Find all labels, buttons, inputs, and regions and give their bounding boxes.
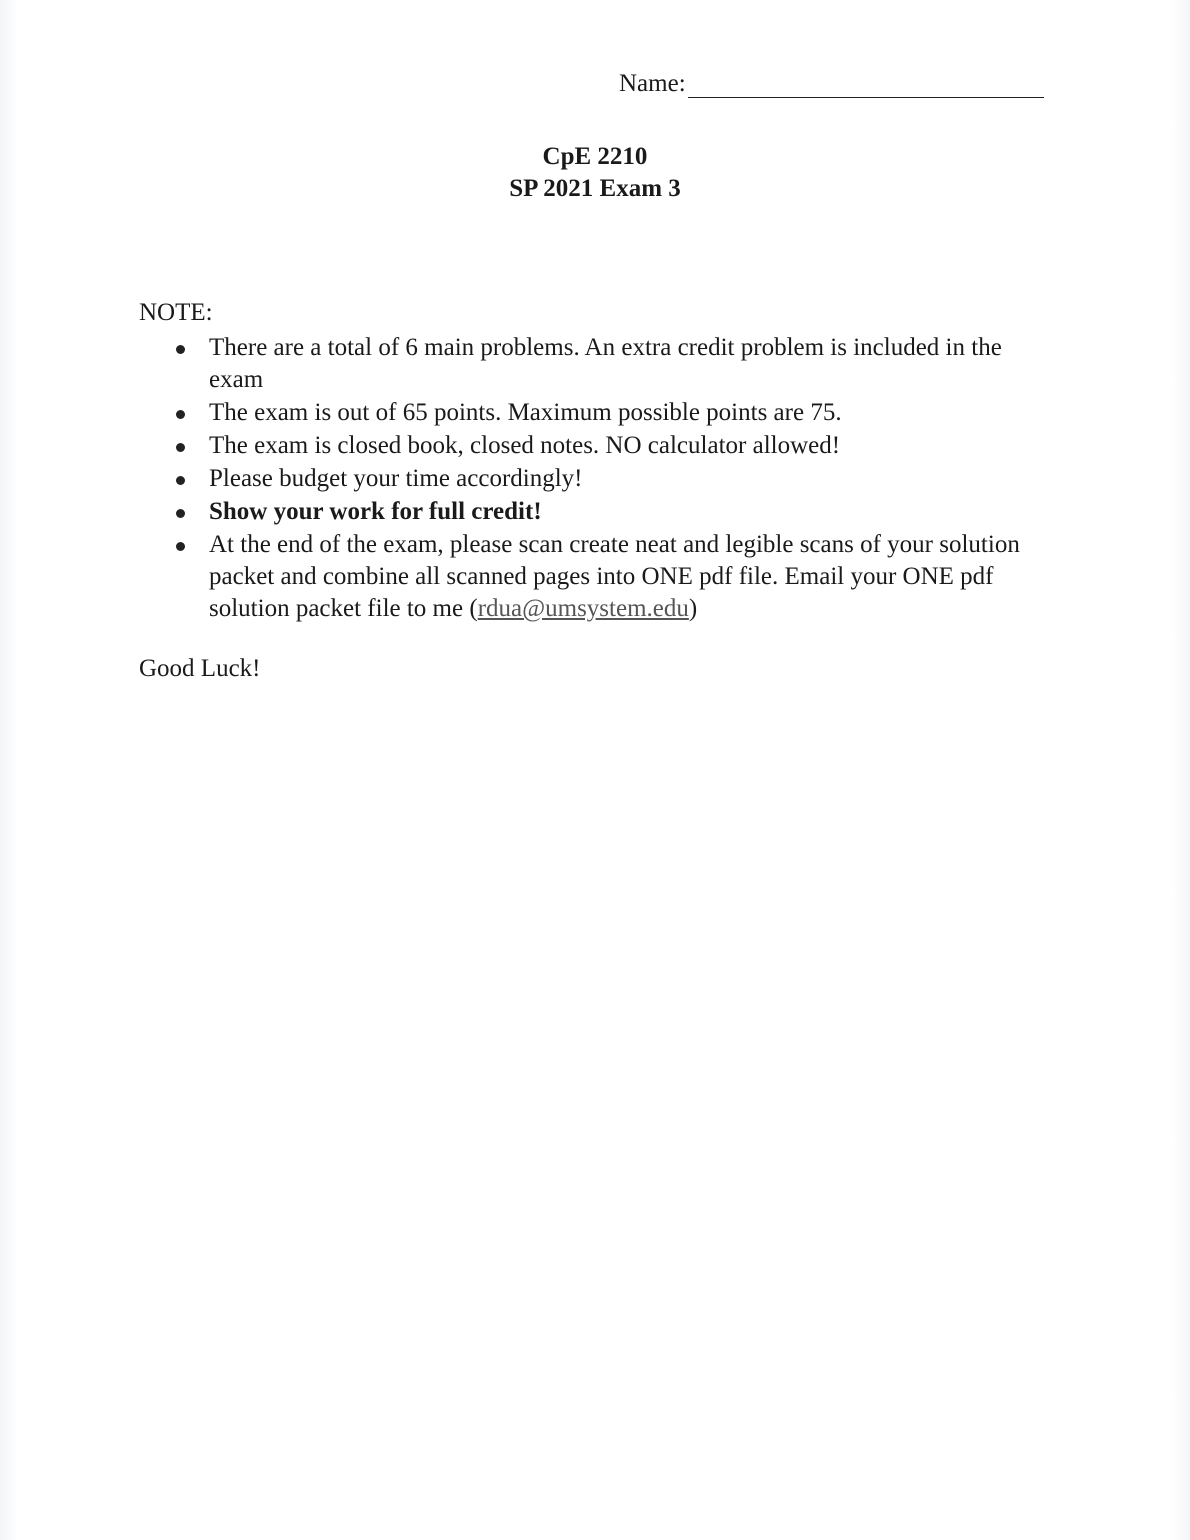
course-title: CpE 2210 xyxy=(542,143,648,170)
note-text: There are a total of 6 main problems. An extra credit problem is included in the exam xyxy=(209,334,1002,393)
exam-subtitle: SP 2021 Exam 3 xyxy=(509,175,681,202)
bullet-icon xyxy=(176,443,185,452)
note-text: Please budget your time accordingly! xyxy=(209,465,583,492)
bullet-icon xyxy=(176,410,185,419)
email-close-paren: ) xyxy=(688,595,698,622)
name-blank-line xyxy=(688,71,1044,98)
bullet-icon xyxy=(176,509,185,518)
note-item xyxy=(209,529,1049,625)
bullet-icon xyxy=(176,345,185,354)
exam-title xyxy=(0,141,1190,205)
note-item xyxy=(209,332,1049,396)
bullet-icon xyxy=(176,476,185,485)
note-item xyxy=(209,496,1049,528)
note-text-bold: Show your work for full credit! xyxy=(209,498,542,525)
note-text: At the end of the exam, please scan create neat and legible scans of your solution packet and combine all scanned pages into ONE pdf file. Email your ONE pdf solution packet file to me xyxy=(209,531,1020,622)
note-item xyxy=(209,463,1049,495)
email-link[interactable]: rdua@umsystem.edu xyxy=(477,595,689,622)
note-text: The exam is out of 65 points. Maximum possible points are 75. xyxy=(209,399,842,426)
closing-text: Good Luck! xyxy=(139,655,261,682)
note-list xyxy=(209,332,1049,626)
note-item xyxy=(209,397,1049,429)
email-open-paren: ( xyxy=(469,595,478,622)
note-label: NOTE: xyxy=(139,299,213,326)
name-field xyxy=(619,70,1044,98)
note-item xyxy=(209,430,1049,462)
note-text: The exam is closed book, closed notes. NO calculator allowed! xyxy=(209,432,841,459)
bullet-icon xyxy=(176,542,185,551)
name-label: Name: xyxy=(619,70,686,97)
